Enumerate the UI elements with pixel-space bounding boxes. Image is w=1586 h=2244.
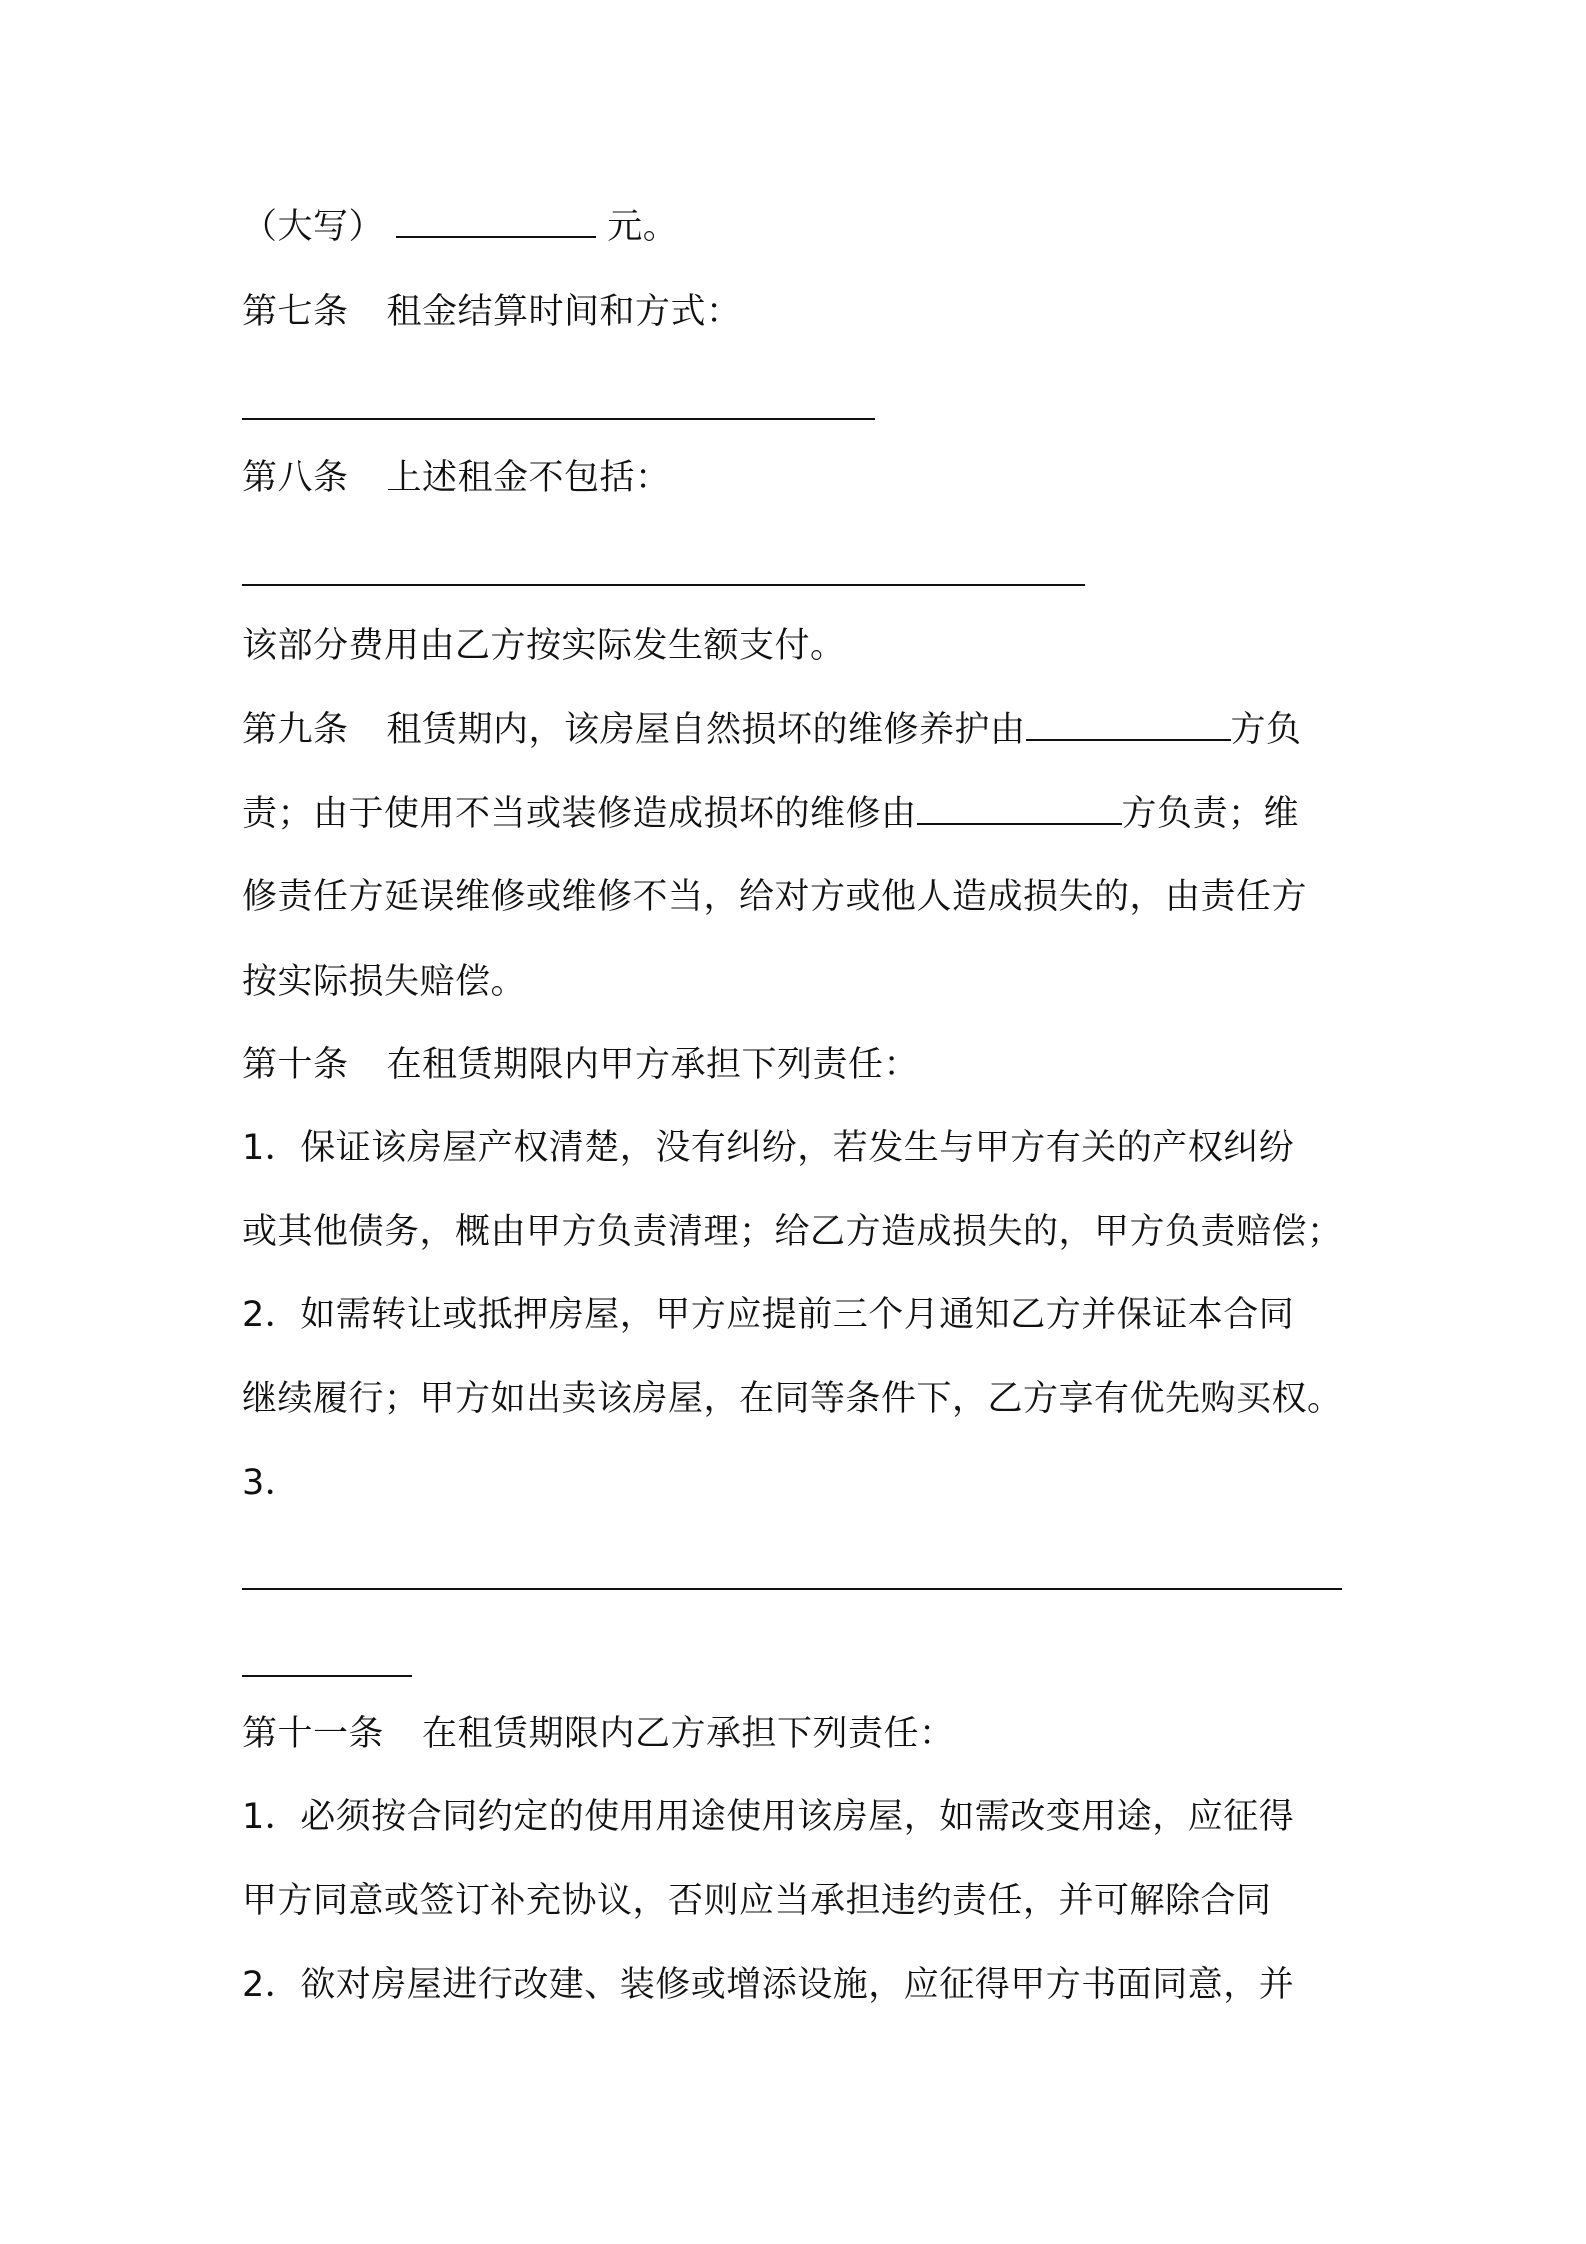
article-11-text: 在租赁期限内乙方承担下列责任： <box>422 1714 955 1754</box>
article-10-item-2b: 继续履行；甲方如出卖该房屋，在同等条件下，乙方享有优先购买权。 <box>242 1379 1343 1419</box>
article-11-heading <box>242 1712 955 1756</box>
article-7-heading <box>242 290 742 334</box>
article-10-item-3: 3． <box>242 1463 301 1503</box>
article-7-blank[interactable] <box>242 418 875 420</box>
article-10-number: 第十条 <box>242 1045 349 1085</box>
article-9-text-a: 租赁期内，该房屋自然损坏的维修养护由 <box>386 710 1026 750</box>
article-7-text: 租金结算时间和方式： <box>386 292 742 332</box>
article-9-line-1 <box>242 708 1302 752</box>
article-8-number: 第八条 <box>242 458 349 498</box>
article-11-item-1a: 1．必须按合同约定的使用用途使用该房屋，如需改变用途，应征得 <box>242 1797 1295 1837</box>
article-8-blank[interactable] <box>242 584 1085 586</box>
article-9-line-3: 修责任方延误维修或维修不当，给对方或他人造成损失的，由责任方 <box>242 877 1308 917</box>
repair-party-blank[interactable] <box>1026 709 1231 741</box>
article-11-number: 第十一条 <box>242 1714 385 1754</box>
article-10-item-3-blank-1[interactable] <box>242 1588 1342 1590</box>
article-10-item-1a: 1．保证该房屋产权清楚，没有纠纷，若发生与甲方有关的产权纠纷 <box>242 1128 1295 1168</box>
article-10-text: 在租赁期限内甲方承担下列责任： <box>386 1045 920 1085</box>
damage-party-blank[interactable] <box>917 793 1122 825</box>
article-8-heading <box>242 456 671 500</box>
yuan-label: 元。 <box>607 207 679 247</box>
article-9-line-4: 按实际损失赔偿。 <box>242 962 527 1002</box>
amount-blank[interactable] <box>396 206 596 238</box>
article-8-text: 上述租金不包括： <box>386 458 671 498</box>
article-11-item-2a: 2．欲对房屋进行改建、装修或增添设施，应征得甲方书面同意，并 <box>242 1965 1295 2005</box>
article-9-text-c: 责；由于使用不当或装修造成损坏的维修由 <box>242 794 917 834</box>
article-10-heading <box>242 1043 919 1087</box>
fee-note-line: 该部分费用由乙方按实际发生额支付。 <box>242 626 846 666</box>
article-10-item-1b: 或其他债务，概由甲方负责清理；给乙方造成损失的，甲方负责赔偿； <box>242 1212 1343 1252</box>
article-9-number: 第九条 <box>242 710 349 750</box>
article-9-text-d: 方负责；维 <box>1121 794 1300 834</box>
article-9-line-2 <box>242 792 1299 836</box>
article-10-item-2a: 2．如需转让或抵押房屋，甲方应提前三个月通知乙方并保证本合同 <box>242 1295 1295 1335</box>
amount-capital-line <box>242 205 678 249</box>
article-7-number: 第七条 <box>242 292 349 332</box>
article-10-item-3-blank-2[interactable] <box>242 1675 412 1677</box>
article-11-item-1b: 甲方同意或签订补充协议，否则应当承担违约责任，并可解除合同 <box>242 1881 1272 1921</box>
article-9-text-b: 方负 <box>1230 710 1302 750</box>
capital-label: （大写） <box>242 207 385 247</box>
